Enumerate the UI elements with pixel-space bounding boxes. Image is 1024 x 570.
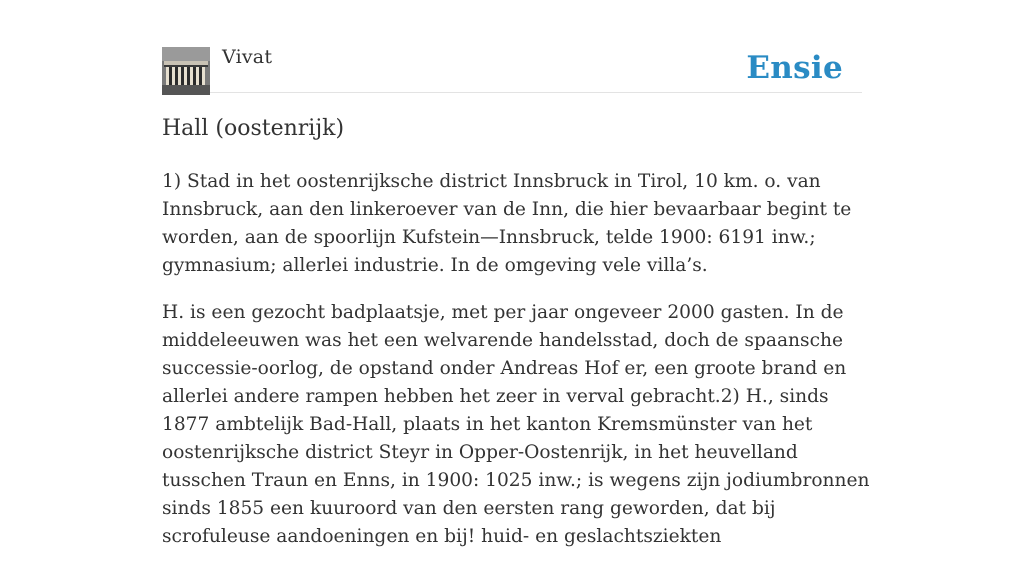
article-body xyxy=(162,168,872,570)
page-title: Hall (oostenrijk) xyxy=(162,116,345,141)
article-paragraph-1: 1) Stad in het oostenrijksche district Innsbruck in Tirol, 10 km. o. van Innsbruck, aan den linkeroever van de Inn, die hier bevaarbaar begint te worden, aan de spoorlijn Kufstein—Innsbruck, telde 1900: 6191 inw.; gymnasium; allerlei industrie. In de omgeving vele villa’s. xyxy=(162,171,852,276)
author-name[interactable]: Vivat xyxy=(222,46,273,68)
header xyxy=(162,46,862,93)
avatar[interactable] xyxy=(162,47,210,95)
columns-building-avatar-icon xyxy=(162,47,210,95)
brand-logo[interactable]: Ensie xyxy=(746,50,843,86)
article-paragraph-2: H. is een gezocht badplaatsje, met per jaar ongeveer 2000 gasten. In de middeleeuwen was het een welvarende handelsstad, doch de spaansche successie-oorlog, de opstand onder Andreas Hof er, een groote brand en allerlei andere rampen hebben het zeer in verval gebracht.2) H., sinds 1877 ambtelijk Bad-Hall, plaats in het kanton Kremsmünster van het oostenrijksche district Steyr in Opper-Oostenrijk, in het heuvelland tusschen Traun en Enns, in 1900: 1025 inw.; is wegens zijn jodiumbronnen sinds 1855 een kuuroord van den eersten rang geworden, dat bij scrofuleuse aandoeningen en bij! huid- en geslachtsziekten xyxy=(162,302,870,547)
